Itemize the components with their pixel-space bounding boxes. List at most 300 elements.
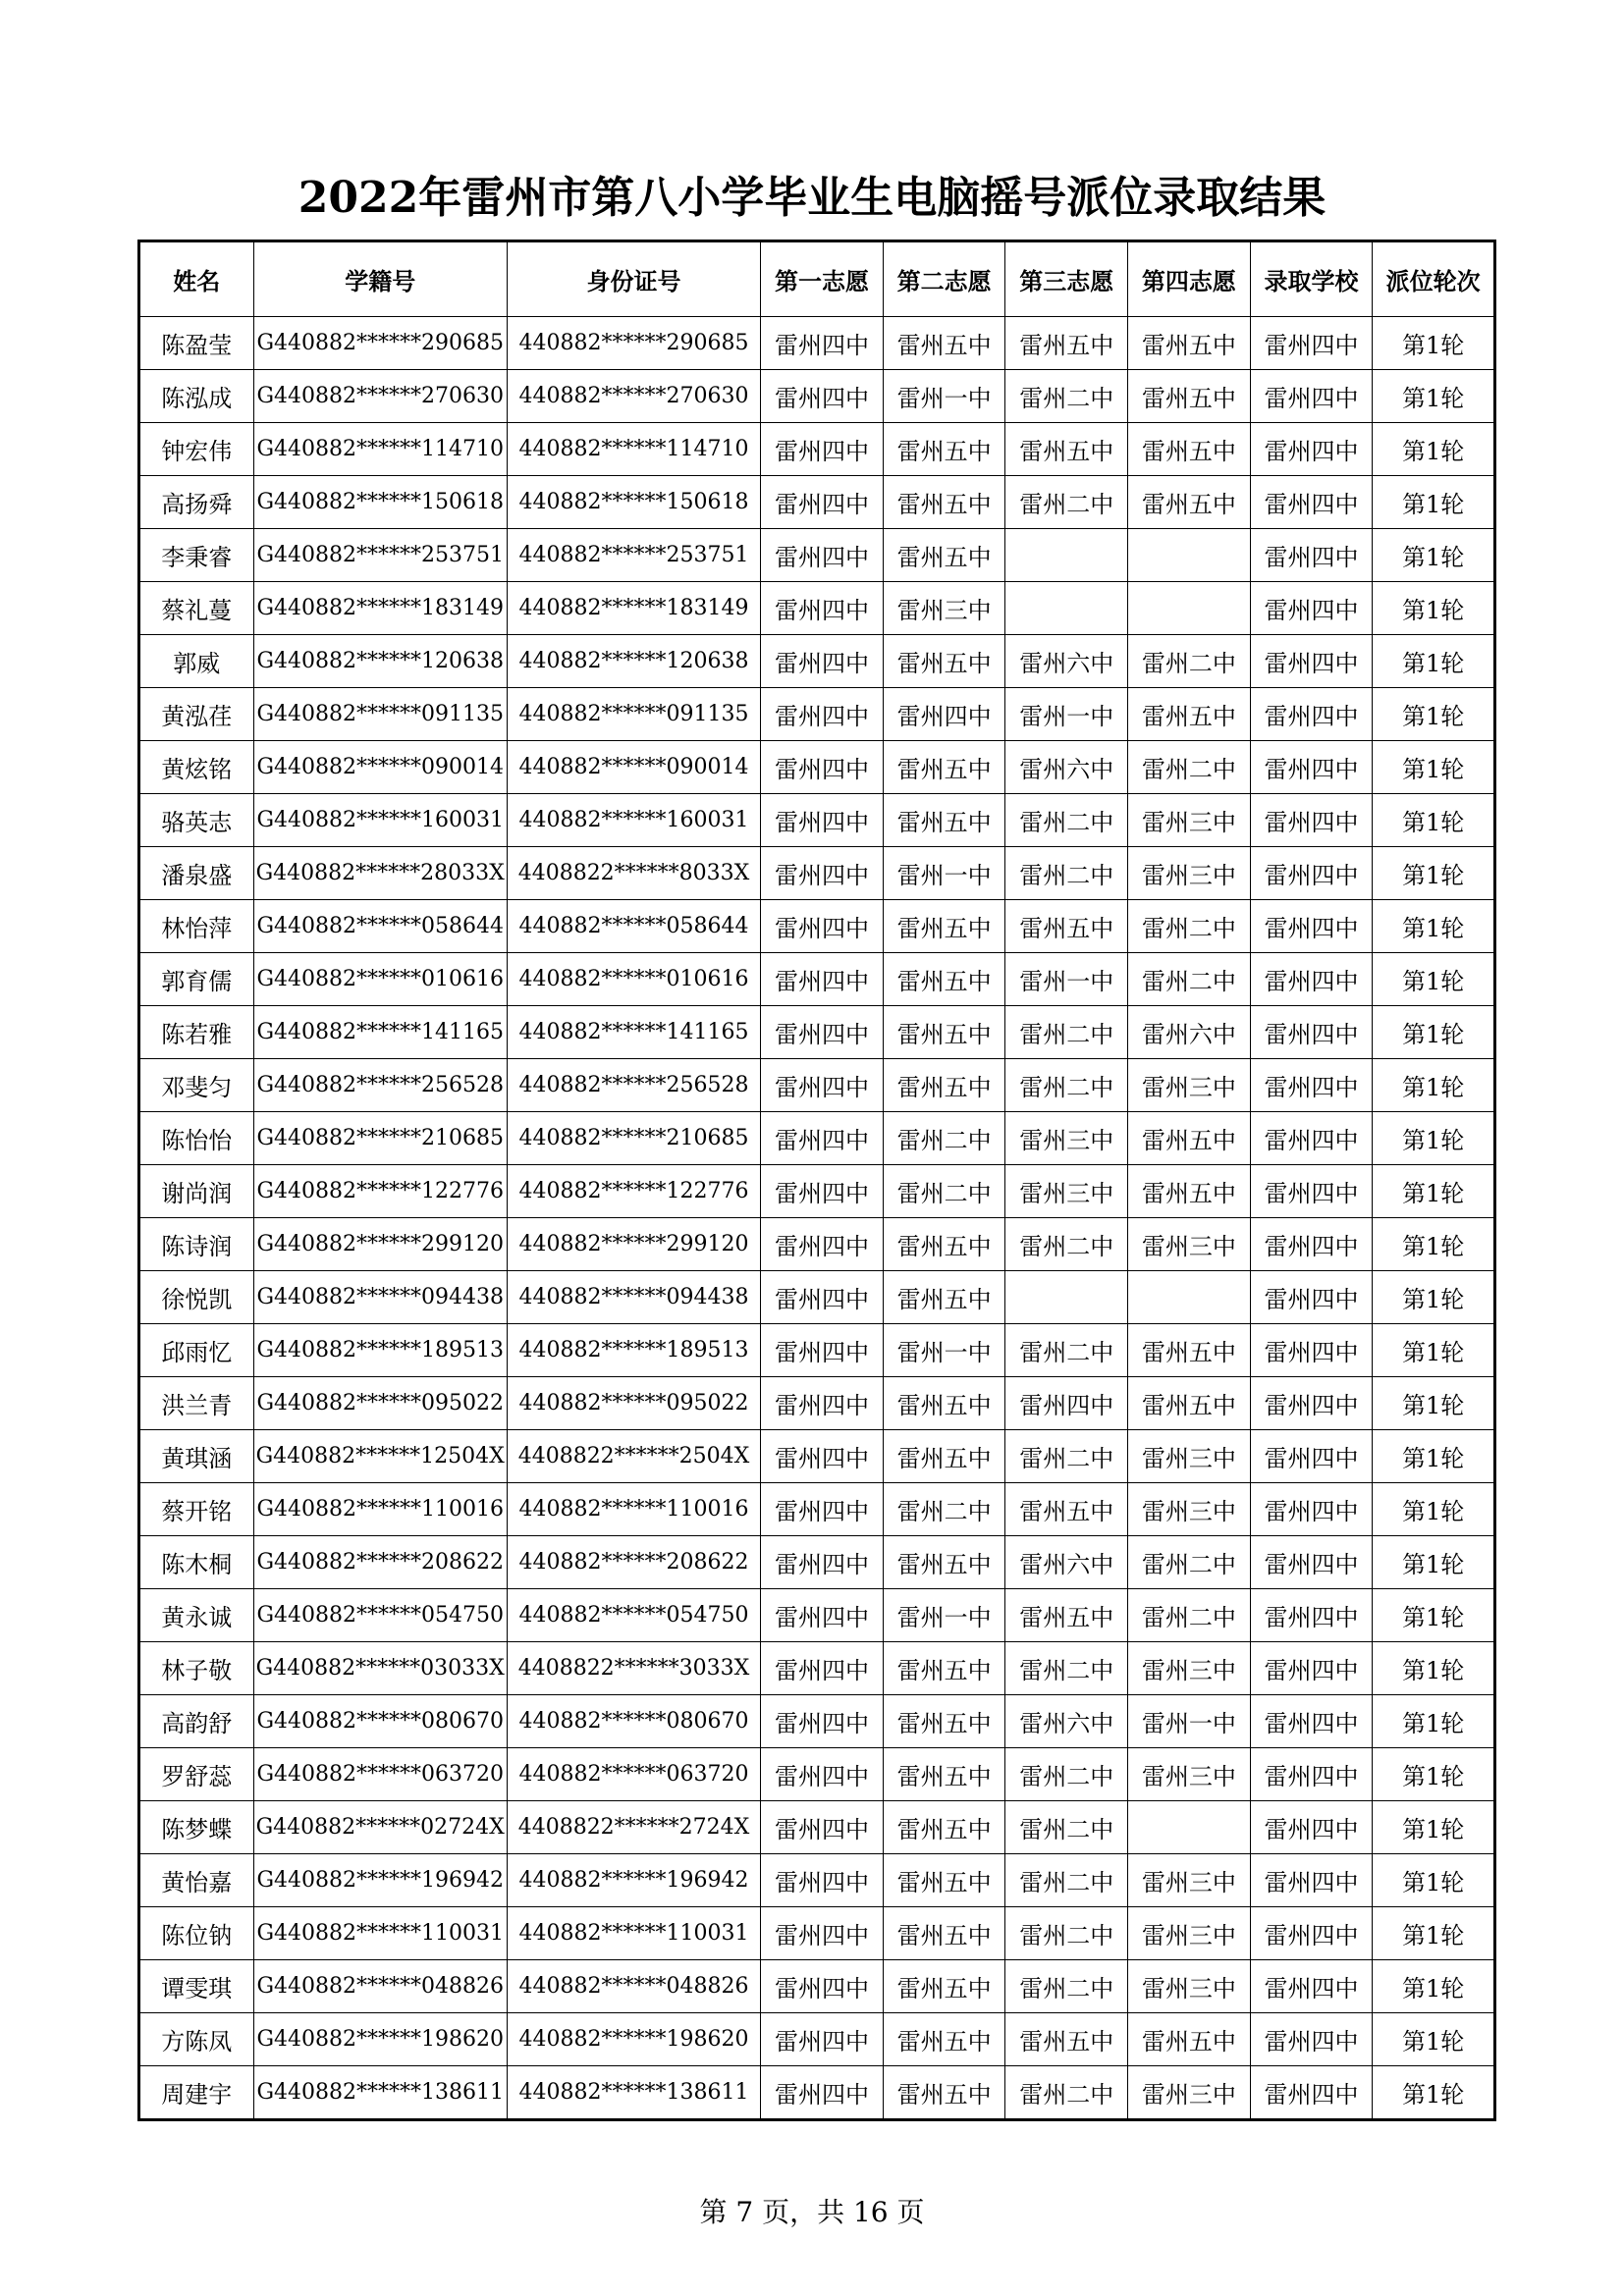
cell-choice-4: 雷州五中: [1128, 370, 1251, 423]
cell-choice-2: 雷州五中: [883, 1907, 1005, 1960]
table-row: [139, 1642, 1495, 1695]
cell-choice-2: 雷州五中: [883, 635, 1005, 688]
cell-admitted-school: 雷州四中: [1250, 1324, 1373, 1377]
cell-name: 黄怡嘉: [139, 1854, 254, 1907]
cell-round: 第1轮: [1373, 1589, 1495, 1642]
cell-name: 蔡礼蔓: [139, 582, 254, 635]
cell-choice-4: 雷州三中: [1128, 1483, 1251, 1536]
cell-round: 第1轮: [1373, 688, 1495, 741]
cell-student-id: G440882******138611: [253, 2066, 507, 2120]
cell-choice-1: 雷州四中: [761, 423, 884, 476]
table-row: [139, 1854, 1495, 1907]
cell-admitted-school: 雷州四中: [1250, 953, 1373, 1006]
cell-choice-3: 雷州五中: [1005, 900, 1128, 953]
cell-admitted-school: 雷州四中: [1250, 847, 1373, 900]
cell-round: 第1轮: [1373, 1271, 1495, 1324]
cell-student-id: G440882******253751: [253, 529, 507, 582]
cell-round: 第1轮: [1373, 1059, 1495, 1112]
table-row: [139, 2066, 1495, 2120]
cell-choice-4: 雷州一中: [1128, 1695, 1251, 1748]
cell-choice-1: 雷州四中: [761, 1324, 884, 1377]
table-row: [139, 1695, 1495, 1748]
cell-id-number: 4408822******2724X: [507, 1801, 760, 1854]
cell-name: 陈若雅: [139, 1006, 254, 1059]
cell-student-id: G440882******094438: [253, 1271, 507, 1324]
column-header-name: 姓名: [139, 241, 254, 317]
cell-admitted-school: 雷州四中: [1250, 900, 1373, 953]
cell-id-number: 440882******256528: [507, 1059, 760, 1112]
cell-choice-1: 雷州四中: [761, 1642, 884, 1695]
cell-round: 第1轮: [1373, 1695, 1495, 1748]
cell-admitted-school: 雷州四中: [1250, 1006, 1373, 1059]
cell-id-number: 440882******290685: [507, 317, 760, 370]
cell-choice-2: 雷州一中: [883, 847, 1005, 900]
cell-choice-1: 雷州四中: [761, 953, 884, 1006]
column-header-id-number: 身份证号: [507, 241, 760, 317]
cell-name: 高韵舒: [139, 1695, 254, 1748]
cell-id-number: 440882******208622: [507, 1536, 760, 1589]
cell-student-id: G440882******010616: [253, 953, 507, 1006]
table-row: [139, 900, 1495, 953]
cell-choice-1: 雷州四中: [761, 794, 884, 847]
page-footer: 第 7 页，共 16 页: [699, 2196, 925, 2228]
cell-round: 第1轮: [1373, 1642, 1495, 1695]
cell-admitted-school: 雷州四中: [1250, 582, 1373, 635]
cell-name: 方陈凤: [139, 2013, 254, 2066]
cell-student-id: G440882******189513: [253, 1324, 507, 1377]
cell-admitted-school: 雷州四中: [1250, 317, 1373, 370]
cell-name: 陈位钠: [139, 1907, 254, 1960]
cell-admitted-school: 雷州四中: [1250, 1589, 1373, 1642]
cell-round: 第1轮: [1373, 476, 1495, 529]
cell-round: 第1轮: [1373, 2066, 1495, 2120]
column-header-choice-2: 第二志愿: [883, 241, 1005, 317]
cell-choice-2: 雷州五中: [883, 476, 1005, 529]
cell-choice-1: 雷州四中: [761, 317, 884, 370]
cell-choice-4: [1128, 1271, 1251, 1324]
cell-name: 周建宇: [139, 2066, 254, 2120]
cell-choice-3: 雷州五中: [1005, 1483, 1128, 1536]
cell-student-id: G440882******03033X: [253, 1642, 507, 1695]
cell-choice-4: 雷州六中: [1128, 1006, 1251, 1059]
cell-choice-2: 雷州三中: [883, 582, 1005, 635]
cell-choice-1: 雷州四中: [761, 582, 884, 635]
cell-id-number: 440882******198620: [507, 2013, 760, 2066]
cell-choice-2: 雷州五中: [883, 900, 1005, 953]
cell-id-number: 440882******189513: [507, 1324, 760, 1377]
cell-choice-4: 雷州三中: [1128, 1748, 1251, 1801]
cell-name: 高扬舜: [139, 476, 254, 529]
cell-admitted-school: 雷州四中: [1250, 1642, 1373, 1695]
table-row: [139, 1907, 1495, 1960]
cell-name: 李秉睿: [139, 529, 254, 582]
cell-choice-4: 雷州三中: [1128, 1907, 1251, 1960]
cell-choice-4: 雷州五中: [1128, 476, 1251, 529]
cell-choice-1: 雷州四中: [761, 476, 884, 529]
cell-id-number: 440882******090014: [507, 741, 760, 794]
cell-choice-2: 雷州一中: [883, 370, 1005, 423]
cell-student-id: G440882******183149: [253, 582, 507, 635]
cell-choice-3: 雷州二中: [1005, 1907, 1128, 1960]
cell-choice-2: 雷州五中: [883, 1748, 1005, 1801]
cell-choice-4: 雷州二中: [1128, 741, 1251, 794]
cell-student-id: G440882******256528: [253, 1059, 507, 1112]
cell-choice-3: 雷州二中: [1005, 476, 1128, 529]
table-row: [139, 1006, 1495, 1059]
cell-choice-3: 雷州二中: [1005, 1218, 1128, 1271]
cell-choice-2: 雷州五中: [883, 1642, 1005, 1695]
cell-choice-3: 雷州二中: [1005, 794, 1128, 847]
column-header-student-id: 学籍号: [253, 241, 507, 317]
cell-round: 第1轮: [1373, 741, 1495, 794]
cell-student-id: G440882******210685: [253, 1112, 507, 1165]
cell-choice-2: 雷州二中: [883, 1112, 1005, 1165]
admission-results-table: [137, 240, 1496, 2121]
cell-choice-2: 雷州五中: [883, 2066, 1005, 2120]
cell-choice-4: 雷州五中: [1128, 1377, 1251, 1430]
cell-choice-4: 雷州三中: [1128, 1218, 1251, 1271]
cell-choice-2: 雷州五中: [883, 1006, 1005, 1059]
cell-choice-1: 雷州四中: [761, 1695, 884, 1748]
cell-choice-4: 雷州三中: [1128, 1059, 1251, 1112]
cell-id-number: 440882******299120: [507, 1218, 760, 1271]
cell-choice-1: 雷州四中: [761, 688, 884, 741]
cell-choice-4: 雷州三中: [1128, 1430, 1251, 1483]
cell-round: 第1轮: [1373, 1960, 1495, 2013]
cell-id-number: 440882******253751: [507, 529, 760, 582]
cell-id-number: 440882******196942: [507, 1854, 760, 1907]
cell-choice-1: 雷州四中: [761, 900, 884, 953]
table-row: [139, 1271, 1495, 1324]
cell-choice-2: 雷州五中: [883, 2013, 1005, 2066]
cell-student-id: G440882******080670: [253, 1695, 507, 1748]
cell-choice-3: 雷州二中: [1005, 2066, 1128, 2120]
cell-student-id: G440882******160031: [253, 794, 507, 847]
cell-id-number: 440882******048826: [507, 1960, 760, 2013]
cell-name: 陈木桐: [139, 1536, 254, 1589]
cell-admitted-school: 雷州四中: [1250, 2013, 1373, 2066]
cell-choice-1: 雷州四中: [761, 1589, 884, 1642]
cell-round: 第1轮: [1373, 635, 1495, 688]
cell-choice-1: 雷州四中: [761, 635, 884, 688]
cell-choice-2: 雷州五中: [883, 529, 1005, 582]
cell-choice-1: 雷州四中: [761, 1006, 884, 1059]
cell-choice-1: 雷州四中: [761, 1748, 884, 1801]
cell-choice-1: 雷州四中: [761, 1271, 884, 1324]
cell-id-number: 440882******110031: [507, 1907, 760, 1960]
cell-choice-4: [1128, 1801, 1251, 1854]
cell-choice-1: 雷州四中: [761, 1960, 884, 2013]
cell-choice-3: 雷州二中: [1005, 1642, 1128, 1695]
cell-student-id: G440882******090014: [253, 741, 507, 794]
cell-choice-2: 雷州五中: [883, 1271, 1005, 1324]
cell-choice-4: 雷州五中: [1128, 688, 1251, 741]
cell-name: 黄永诚: [139, 1589, 254, 1642]
cell-choice-3: [1005, 582, 1128, 635]
cell-student-id: G440882******058644: [253, 900, 507, 953]
cell-choice-2: 雷州二中: [883, 1165, 1005, 1218]
cell-student-id: G440882******290685: [253, 317, 507, 370]
table-row: [139, 1960, 1495, 2013]
cell-choice-1: 雷州四中: [761, 1430, 884, 1483]
cell-id-number: 440882******150618: [507, 476, 760, 529]
cell-id-number: 440882******114710: [507, 423, 760, 476]
cell-choice-1: 雷州四中: [761, 1536, 884, 1589]
cell-student-id: G440882******270630: [253, 370, 507, 423]
cell-student-id: G440882******110031: [253, 1907, 507, 1960]
cell-choice-3: 雷州三中: [1005, 1165, 1128, 1218]
table-row: [139, 1748, 1495, 1801]
cell-choice-2: 雷州一中: [883, 1324, 1005, 1377]
table-row: [139, 688, 1495, 741]
cell-id-number: 440882******270630: [507, 370, 760, 423]
cell-id-number: 440882******183149: [507, 582, 760, 635]
table-row: [139, 2013, 1495, 2066]
table-row: [139, 1218, 1495, 1271]
cell-round: 第1轮: [1373, 423, 1495, 476]
cell-choice-2: 雷州二中: [883, 1483, 1005, 1536]
cell-name: 黄泓荏: [139, 688, 254, 741]
cell-id-number: 4408822******8033X: [507, 847, 760, 900]
cell-student-id: G440882******141165: [253, 1006, 507, 1059]
cell-admitted-school: 雷州四中: [1250, 741, 1373, 794]
cell-name: 陈泓成: [139, 370, 254, 423]
cell-student-id: G440882******114710: [253, 423, 507, 476]
cell-name: 洪兰青: [139, 1377, 254, 1430]
cell-choice-1: 雷州四中: [761, 1801, 884, 1854]
cell-id-number: 440882******080670: [507, 1695, 760, 1748]
cell-choice-3: 雷州一中: [1005, 688, 1128, 741]
table-row: [139, 317, 1495, 370]
cell-id-number: 440882******120638: [507, 635, 760, 688]
table-row: [139, 1801, 1495, 1854]
cell-name: 谭雯琪: [139, 1960, 254, 2013]
cell-round: 第1轮: [1373, 582, 1495, 635]
table-row: [139, 423, 1495, 476]
cell-choice-3: 雷州一中: [1005, 953, 1128, 1006]
cell-choice-3: 雷州二中: [1005, 1006, 1128, 1059]
cell-choice-1: 雷州四中: [761, 1059, 884, 1112]
cell-student-id: G440882******091135: [253, 688, 507, 741]
cell-student-id: G440882******12504X: [253, 1430, 507, 1483]
cell-name: 陈盈莹: [139, 317, 254, 370]
cell-name: 黄炫铭: [139, 741, 254, 794]
table-row: [139, 1430, 1495, 1483]
cell-name: 邱雨忆: [139, 1324, 254, 1377]
cell-choice-2: 雷州五中: [883, 423, 1005, 476]
cell-round: 第1轮: [1373, 1165, 1495, 1218]
cell-name: 郭育儒: [139, 953, 254, 1006]
cell-round: 第1轮: [1373, 1112, 1495, 1165]
cell-id-number: 440882******138611: [507, 2066, 760, 2120]
cell-admitted-school: 雷州四中: [1250, 635, 1373, 688]
cell-name: 罗舒蕊: [139, 1748, 254, 1801]
cell-choice-2: 雷州五中: [883, 1377, 1005, 1430]
cell-choice-3: 雷州二中: [1005, 1324, 1128, 1377]
cell-choice-4: 雷州三中: [1128, 2066, 1251, 2120]
cell-choice-2: 雷州五中: [883, 1801, 1005, 1854]
cell-round: 第1轮: [1373, 317, 1495, 370]
table-row: [139, 794, 1495, 847]
cell-id-number: 4408822******2504X: [507, 1430, 760, 1483]
column-header-choice-4: 第四志愿: [1128, 241, 1251, 317]
cell-admitted-school: 雷州四中: [1250, 1271, 1373, 1324]
cell-student-id: G440882******110016: [253, 1483, 507, 1536]
cell-id-number: 440882******160031: [507, 794, 760, 847]
cell-choice-1: 雷州四中: [761, 2066, 884, 2120]
table-body: [139, 317, 1495, 2120]
cell-round: 第1轮: [1373, 1218, 1495, 1271]
cell-choice-3: 雷州五中: [1005, 317, 1128, 370]
cell-choice-3: 雷州四中: [1005, 1377, 1128, 1430]
cell-name: 郭威: [139, 635, 254, 688]
cell-choice-1: 雷州四中: [761, 1854, 884, 1907]
cell-admitted-school: 雷州四中: [1250, 1483, 1373, 1536]
cell-choice-3: 雷州二中: [1005, 1854, 1128, 1907]
cell-choice-1: 雷州四中: [761, 1165, 884, 1218]
cell-name: 林怡萍: [139, 900, 254, 953]
cell-choice-4: [1128, 529, 1251, 582]
cell-admitted-school: 雷州四中: [1250, 1112, 1373, 1165]
table-row: [139, 635, 1495, 688]
cell-choice-2: 雷州五中: [883, 1218, 1005, 1271]
cell-choice-3: 雷州二中: [1005, 1430, 1128, 1483]
cell-round: 第1轮: [1373, 1748, 1495, 1801]
cell-choice-2: 雷州五中: [883, 741, 1005, 794]
table-row: [139, 1165, 1495, 1218]
cell-admitted-school: 雷州四中: [1250, 529, 1373, 582]
cell-id-number: 440882******094438: [507, 1271, 760, 1324]
cell-choice-4: 雷州二中: [1128, 1589, 1251, 1642]
cell-choice-4: 雷州三中: [1128, 1854, 1251, 1907]
cell-admitted-school: 雷州四中: [1250, 794, 1373, 847]
cell-choice-3: 雷州六中: [1005, 1536, 1128, 1589]
cell-choice-2: 雷州五中: [883, 1430, 1005, 1483]
cell-admitted-school: 雷州四中: [1250, 423, 1373, 476]
cell-admitted-school: 雷州四中: [1250, 1430, 1373, 1483]
cell-name: 蔡开铭: [139, 1483, 254, 1536]
cell-round: 第1轮: [1373, 847, 1495, 900]
cell-choice-2: 雷州五中: [883, 1854, 1005, 1907]
cell-choice-3: 雷州二中: [1005, 847, 1128, 900]
cell-id-number: 440882******058644: [507, 900, 760, 953]
header-row: [139, 241, 1495, 317]
table-row: [139, 1112, 1495, 1165]
cell-student-id: G440882******02724X: [253, 1801, 507, 1854]
cell-choice-1: 雷州四中: [761, 370, 884, 423]
cell-choice-4: 雷州二中: [1128, 1536, 1251, 1589]
cell-choice-4: 雷州二中: [1128, 900, 1251, 953]
cell-admitted-school: 雷州四中: [1250, 370, 1373, 423]
table-row: [139, 1589, 1495, 1642]
cell-choice-1: 雷州四中: [761, 1218, 884, 1271]
cell-round: 第1轮: [1373, 1377, 1495, 1430]
cell-id-number: 440882******095022: [507, 1377, 760, 1430]
cell-student-id: G440882******048826: [253, 1960, 507, 2013]
cell-student-id: G440882******28033X: [253, 847, 507, 900]
cell-choice-4: 雷州五中: [1128, 2013, 1251, 2066]
cell-id-number: 440882******210685: [507, 1112, 760, 1165]
table-row: [139, 1483, 1495, 1536]
cell-round: 第1轮: [1373, 953, 1495, 1006]
column-header-round: 派位轮次: [1373, 241, 1495, 317]
cell-admitted-school: 雷州四中: [1250, 1165, 1373, 1218]
cell-choice-1: 雷州四中: [761, 529, 884, 582]
cell-admitted-school: 雷州四中: [1250, 1377, 1373, 1430]
page-title: 2022年雷州市第八小学毕业生电脑摇号派位录取结果: [298, 173, 1326, 223]
cell-choice-1: 雷州四中: [761, 1112, 884, 1165]
cell-choice-4: 雷州三中: [1128, 794, 1251, 847]
cell-admitted-school: 雷州四中: [1250, 1960, 1373, 2013]
cell-student-id: G440882******063720: [253, 1748, 507, 1801]
cell-choice-3: [1005, 529, 1128, 582]
cell-round: 第1轮: [1373, 1483, 1495, 1536]
table-row: [139, 1059, 1495, 1112]
cell-student-id: G440882******299120: [253, 1218, 507, 1271]
cell-id-number: 440882******091135: [507, 688, 760, 741]
cell-admitted-school: 雷州四中: [1250, 2066, 1373, 2120]
cell-id-number: 440882******063720: [507, 1748, 760, 1801]
cell-admitted-school: 雷州四中: [1250, 1536, 1373, 1589]
cell-choice-4: 雷州五中: [1128, 423, 1251, 476]
cell-choice-1: 雷州四中: [761, 847, 884, 900]
cell-choice-1: 雷州四中: [761, 1483, 884, 1536]
cell-round: 第1轮: [1373, 1006, 1495, 1059]
table-row: [139, 582, 1495, 635]
cell-round: 第1轮: [1373, 370, 1495, 423]
cell-student-id: G440882******196942: [253, 1854, 507, 1907]
cell-id-number: 440882******110016: [507, 1483, 760, 1536]
cell-choice-2: 雷州五中: [883, 1536, 1005, 1589]
cell-admitted-school: 雷州四中: [1250, 1907, 1373, 1960]
cell-admitted-school: 雷州四中: [1250, 476, 1373, 529]
cell-choice-3: 雷州二中: [1005, 1748, 1128, 1801]
cell-student-id: G440882******122776: [253, 1165, 507, 1218]
cell-choice-3: 雷州二中: [1005, 1960, 1128, 2013]
cell-round: 第1轮: [1373, 1907, 1495, 1960]
cell-name: 钟宏伟: [139, 423, 254, 476]
cell-name: 黄琪涵: [139, 1430, 254, 1483]
cell-choice-3: 雷州二中: [1005, 370, 1128, 423]
table-row: [139, 741, 1495, 794]
cell-name: 林子敬: [139, 1642, 254, 1695]
cell-choice-4: 雷州二中: [1128, 635, 1251, 688]
cell-choice-2: 雷州一中: [883, 1589, 1005, 1642]
cell-name: 陈诗润: [139, 1218, 254, 1271]
cell-choice-2: 雷州五中: [883, 794, 1005, 847]
table-row: [139, 370, 1495, 423]
column-header-choice-3: 第三志愿: [1005, 241, 1128, 317]
cell-student-id: G440882******095022: [253, 1377, 507, 1430]
cell-choice-4: 雷州五中: [1128, 1112, 1251, 1165]
table-row: [139, 847, 1495, 900]
table-row: [139, 1324, 1495, 1377]
cell-student-id: G440882******198620: [253, 2013, 507, 2066]
table-row: [139, 953, 1495, 1006]
cell-student-id: G440882******208622: [253, 1536, 507, 1589]
cell-choice-1: 雷州四中: [761, 1377, 884, 1430]
cell-admitted-school: 雷州四中: [1250, 1059, 1373, 1112]
cell-round: 第1轮: [1373, 529, 1495, 582]
cell-choice-3: [1005, 1271, 1128, 1324]
cell-student-id: G440882******054750: [253, 1589, 507, 1642]
cell-id-number: 4408822******3033X: [507, 1642, 760, 1695]
cell-admitted-school: 雷州四中: [1250, 688, 1373, 741]
cell-name: 徐悦凯: [139, 1271, 254, 1324]
cell-choice-3: 雷州二中: [1005, 1059, 1128, 1112]
cell-choice-4: 雷州三中: [1128, 1960, 1251, 2013]
cell-choice-3: 雷州三中: [1005, 1112, 1128, 1165]
